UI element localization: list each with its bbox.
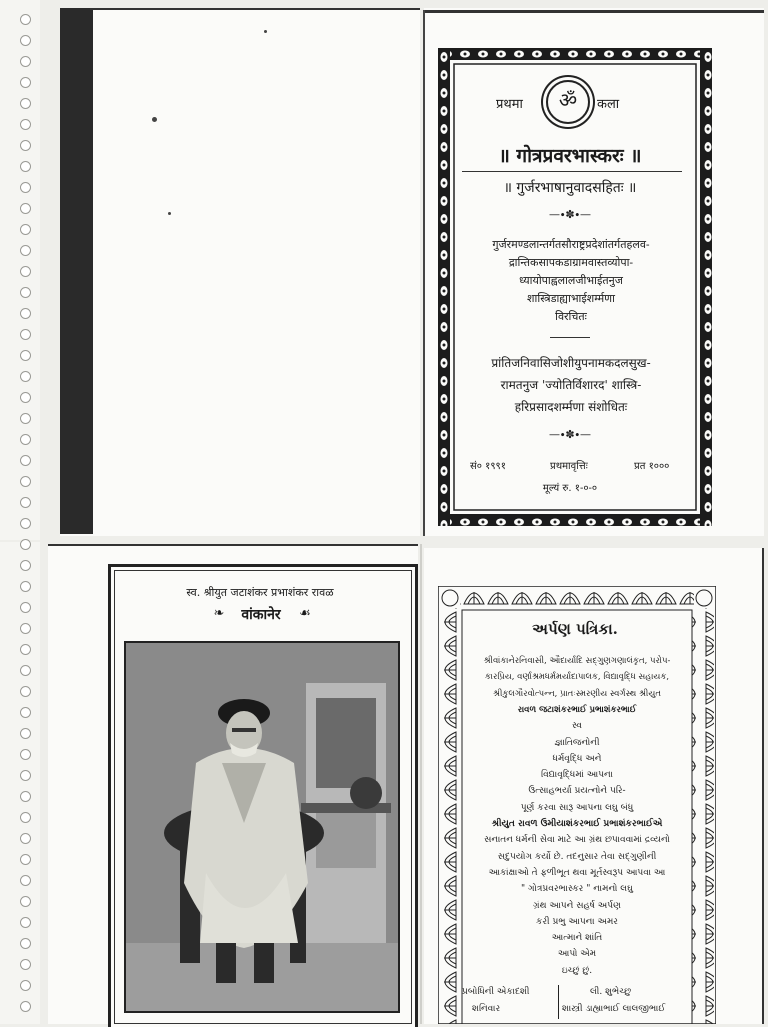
binding-hole xyxy=(20,665,31,676)
binding-hole xyxy=(20,140,31,151)
binding-hole xyxy=(20,371,31,382)
author-line: गुर्जरमण्डलान्तर्गतसौराष्ट्रप्रदेशांतर्गतहलव- xyxy=(492,238,650,251)
date-line: શનિવાર xyxy=(472,1004,501,1014)
binding-hole xyxy=(20,434,31,445)
binding-hole xyxy=(20,1001,31,1012)
brace xyxy=(552,985,559,1019)
binding-hole xyxy=(20,455,31,466)
binding-hole xyxy=(20,518,31,529)
speck xyxy=(168,212,171,215)
dedication-line: " ગોત્રપ્રવરભાસ્કર " નામનો લઘુ xyxy=(521,884,633,895)
speck xyxy=(152,117,157,122)
binding-hole xyxy=(20,182,31,193)
dedication-line: સ્વ xyxy=(571,721,583,732)
label-kala: कला xyxy=(597,97,620,112)
dedication-line: ગ્રંથ આપને સહર્ષ અર્પણ xyxy=(533,900,621,911)
place-name: वांकानेर xyxy=(241,607,281,623)
dedication-line: ઇચ્છું છું. xyxy=(561,965,593,976)
ornamental-rule: —∙✽∙— xyxy=(548,208,591,221)
binding-hole xyxy=(20,35,31,46)
binding-hole xyxy=(20,938,31,949)
main-title: ॥ गोत्रप्रवरभास्करः ॥ xyxy=(498,145,642,167)
dedication-line: શ્રીકુલગૌરવોત્પન્ન, પ્રાતઃસ્મરણીય સ્વર્ગસ્થ શ્રીયુત xyxy=(493,688,661,699)
ornamental-rule: —∙✽∙— xyxy=(548,428,591,441)
label-prathama: प्रथमा xyxy=(496,97,523,112)
binding-hole xyxy=(20,350,31,361)
portrait-illustration xyxy=(126,643,398,1011)
binding-hole xyxy=(20,896,31,907)
dedication-line: જ્ઞાતિજનોની xyxy=(554,737,600,748)
short-divider xyxy=(550,337,590,338)
binding-hole xyxy=(20,707,31,718)
place-left-ornament: ❧ xyxy=(213,606,225,621)
binding-hole xyxy=(20,308,31,319)
blank-page xyxy=(60,8,420,536)
edition: प्रथमावृत्तिः xyxy=(550,461,588,472)
binding-hole xyxy=(20,854,31,865)
page-top-edge xyxy=(48,544,418,546)
dedication-line: આપો એમ xyxy=(557,949,597,960)
samvat: सं० १९९१ xyxy=(470,461,506,472)
binding-hole xyxy=(20,98,31,109)
dedication-line: ઉત્સાહભર્યા પ્રયત્નોને પરિ- xyxy=(528,786,626,797)
binding-hole xyxy=(20,413,31,424)
binding-hole xyxy=(20,119,31,130)
binding-hole xyxy=(20,875,31,886)
binding-hole xyxy=(20,728,31,739)
binding-hole xyxy=(20,959,31,970)
binding-hole xyxy=(20,749,31,760)
title-divider xyxy=(462,171,682,172)
page-fold xyxy=(423,10,425,536)
binding-hole xyxy=(20,602,31,613)
binding-hole xyxy=(20,623,31,634)
signature-label: લી. શુભેચ્છુ xyxy=(590,987,632,997)
binding-hole xyxy=(20,686,31,697)
binding-hole xyxy=(20,539,31,550)
editor-line: हरिप्रसादशर्म्मणा संशोधितः xyxy=(514,400,628,414)
binding-hole xyxy=(20,833,31,844)
binding-hole xyxy=(20,560,31,571)
dedication-line: રાવળ જટાશંકરભાઈ પ્રભાશંકરભાઈ xyxy=(517,704,637,715)
binding-strip-lower xyxy=(0,542,40,1024)
dedication-line: પૂર્ણ કરવા સારૂ આપના લઘુ બંધુ xyxy=(520,802,634,813)
binding-hole xyxy=(20,770,31,781)
copies: प्रत १००० xyxy=(634,461,670,472)
dedication-heading: અર્પણ પત્રિકા. xyxy=(532,620,618,638)
editor-line: रामतनुज 'ज्योतिर्विशारद' शास्त्रि- xyxy=(500,378,642,392)
editor-line: प्रांतिजनिवासिजोशीयुपनामकदलसुख- xyxy=(491,356,651,370)
author-line: विरचितः xyxy=(555,310,587,323)
dedication-line: આકાંક્ષાઓ તે ફળીભૂત થવા મૂર્તસ્વરૂપ આપવા આ xyxy=(488,867,666,878)
subtitle: ॥ गुर्जरभाषानुवादसहितः ॥ xyxy=(503,180,637,196)
binding-hole xyxy=(20,476,31,487)
binding-hole xyxy=(20,14,31,25)
binding-hole xyxy=(20,644,31,655)
dedication-line: સદુપયોગ કર્યો છે. તદનુસાર તેવા સદ્‌ગુણીની xyxy=(497,851,657,862)
dedication-line: વિદ્યાવૃદ્ધિમાં આપના xyxy=(541,770,613,781)
dedication-line: કારપ્રિય, વર્ણાશ્રમધર્મમર્યાદાપાલક, વિદ્યાવૃદ્ધિ સહાયક, xyxy=(484,672,670,683)
binding-hole xyxy=(20,917,31,928)
binding-hole xyxy=(20,161,31,172)
binding-hole xyxy=(20,224,31,235)
place-right-ornament: ☙ xyxy=(299,606,311,621)
dedication-line: સનાતન ધર્મની સેવા માટે આ ગ્રંથ છપાવવામાં દ્રવ્યનો xyxy=(484,835,670,846)
dedication-line: શ્રીવાંકાનેરનિવાસી, ઔદાર્યાદિ સદ્‌ગુણગણાલંકૃત, પરોપ- xyxy=(483,656,671,666)
binding-hole xyxy=(20,266,31,277)
dedication-line: કરી પ્રભુ આપના અમર xyxy=(536,916,618,927)
binding-hole xyxy=(20,56,31,67)
page-fold xyxy=(420,544,422,1024)
binding-hole xyxy=(20,581,31,592)
dedication-line: શ્રીયુત રાવળ ઉમીયાશંકરભાઈ પ્રભાશંકરભાઈએ xyxy=(491,819,663,829)
author-line: ध्यायोपाह्वलालजीभाईतनुज xyxy=(519,274,623,287)
binding-hole xyxy=(20,287,31,298)
binding-hole xyxy=(20,77,31,88)
dedication-line: ધર્મવૃદ્ધિ અને xyxy=(552,753,602,764)
binding-hole xyxy=(20,203,31,214)
page-gutter-shadow xyxy=(60,8,93,534)
price: मूल्यं रु. १-०-० xyxy=(542,483,598,494)
author-line: द्रान्तिकसापकडाग्रामवास्तव्योपा- xyxy=(508,256,634,269)
binding-hole xyxy=(20,245,31,256)
date-line: પ્રબોધિની એકાદશી xyxy=(462,987,530,997)
page-edge xyxy=(762,548,764,1024)
dedication-line: આત્માને શાંતિ xyxy=(551,933,603,944)
binding-hole xyxy=(20,812,31,823)
page-top-edge xyxy=(90,8,420,10)
binding-hole xyxy=(20,392,31,403)
page-top-edge xyxy=(424,10,764,13)
portrait-photo xyxy=(124,641,400,1013)
signature-name: શાસ્ત્રી ડાહ્યાભાઈ લાલજીભાઈ xyxy=(562,1004,666,1014)
binding-hole xyxy=(20,497,31,508)
binding-hole xyxy=(20,329,31,340)
author-line: शास्त्रिडाह्याभाईशर्म्मणा xyxy=(527,292,615,305)
portrait-caption: स्व. श्रीयुत जटाशंकर प्रभाशंकर रावळ xyxy=(186,586,334,599)
speck xyxy=(264,30,267,33)
om-symbol: ॐ xyxy=(558,88,578,112)
binding-hole xyxy=(20,791,31,802)
binding-hole xyxy=(20,980,31,991)
